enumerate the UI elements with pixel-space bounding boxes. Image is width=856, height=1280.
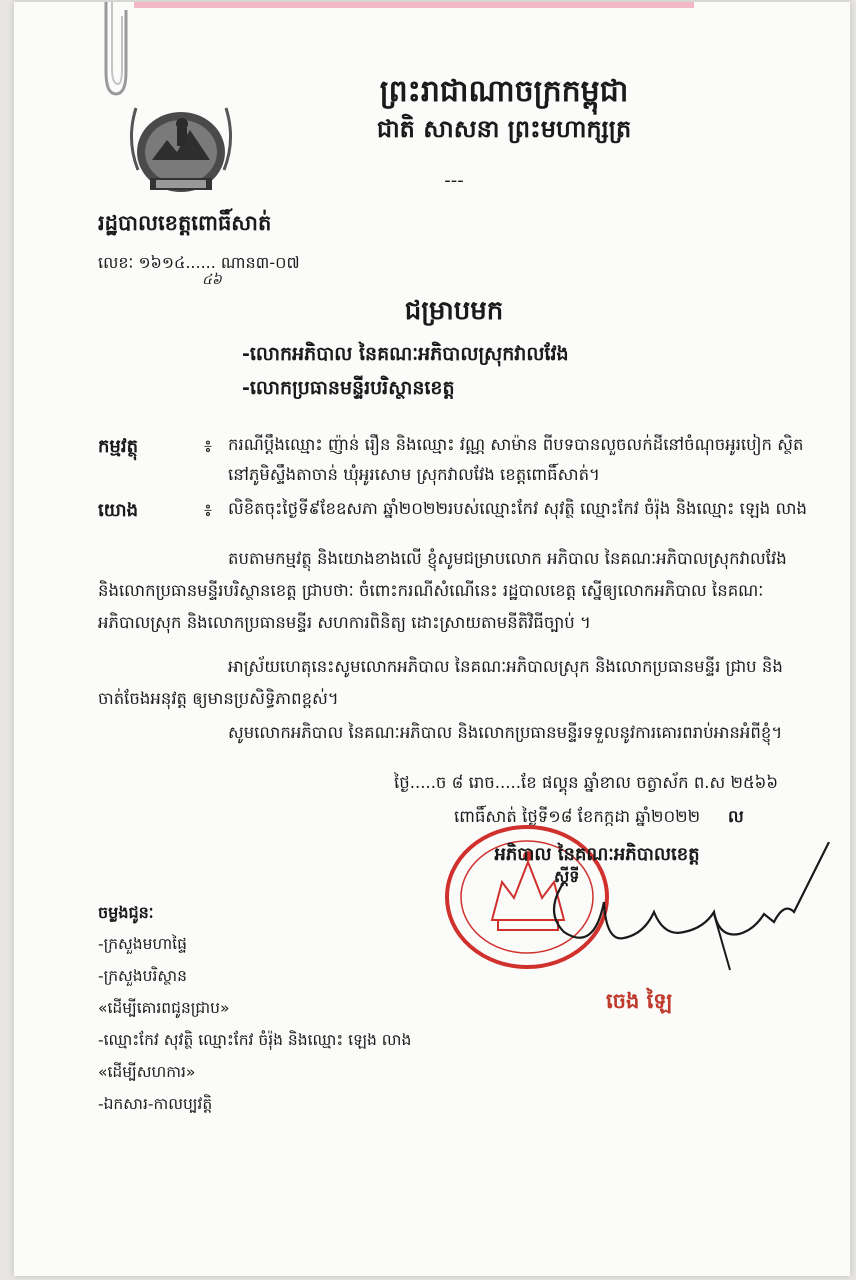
copy-item-5: «ដើម្បីសហការ»: [98, 1063, 196, 1081]
copy-item-4: -ឈ្មោះកែវ សុវត្ថិ ឈ្មោះកែវ ចំរ៉ុង និងឈ្មោះ ឡេង លាង: [98, 1031, 412, 1049]
copy-item-1: -ក្រសួងមហាផ្ទៃ: [98, 935, 187, 953]
reference-colon: ៖: [204, 500, 212, 521]
recipient-1: -លោកអភិបាល នៃគណៈអភិបាលស្រុកវាលវែង: [242, 343, 569, 365]
signatory-name: ចេង ឡៃ: [606, 989, 673, 1013]
sender-administration: រដ្ឋបាលខេត្តពោធិ៍សាត់: [98, 211, 272, 235]
subject-label: កម្មវត្ថុ: [98, 436, 138, 457]
notice-title: ជម្រាបមក: [404, 296, 504, 326]
body-para3: សូមលោកអភិបាល នៃគណៈអភិបាល និងលោកប្រធានមន្ទីរទទួលនូវការគោរពរាប់អានអំពីខ្ញុំ។: [228, 723, 783, 742]
signatory-title: អភិបាល នៃគណៈអភិបាលខេត្ត: [494, 844, 700, 865]
national-motto: ជាតិ សាសនា ព្រះមហាក្សត្រ: [376, 114, 632, 143]
date-initials: ល: [728, 807, 744, 826]
copy-item-2: -ក្រសួងបរិស្ថាន: [98, 967, 187, 985]
reference-note: ៤៦: [202, 272, 222, 288]
copies-title: ចម្លងជូនៈ: [98, 903, 154, 922]
signatory-subtitle: ស្ដីទី: [554, 867, 580, 886]
subject-line-1: ករណីប្ដឹងឈ្មោះ ញ៉ាន់ រឿន និងឈ្មោះ វណ្ណ សាម៉ាន ពីបទបានលួចលក់ដីនៅចំណុចអូរបៀក ស្ថិត: [228, 435, 804, 454]
lunar-date: ថ្ងៃ.....ច ៨ រោច.....ខែ ផល្គុន ឆ្នាំខាល ចត្វាស័ក ព.ស ២៥៦៦: [394, 773, 779, 792]
reference-number: លេខៈ ១៦១៤...... ណាន៣-០៧: [98, 253, 300, 272]
body-para1-line-1: តបតាមកម្មវត្ថុ និងយោងខាងលើ ខ្ញុំសូមជម្រាបលោក អភិបាល នៃគណៈអភិបាលស្រុកវាលវែង: [228, 549, 787, 568]
body-para1-line-2: និងលោកប្រធានមន្ទីរបរិស្ថានខេត្ត ជ្រាបថាៈ ចំពោះករណីសំណើនេះ រដ្ឋបាលខេត្ត ស្នើឲ្យលោកអភិបាល នៃគណៈ: [98, 581, 764, 600]
body-para2-line-1: អាស្រ័យហេតុនេះសូមលោកអភិបាល នៃគណៈអភិបាលស្រុក និងលោកប្រធានមន្ទីរ ជ្រាប និង: [228, 657, 783, 676]
subject-colon: ៖: [204, 436, 212, 457]
subject-line-2: នៅភូមិស្ទឹងតាចាន់ ឃុំអូរសោម ស្រុកវាលវែង ខេត្តពោធិ៍សាត់។: [228, 465, 600, 484]
paper-clip-icon: [92, 2, 132, 102]
page-edge-strip: [134, 2, 694, 8]
handwritten-signature-icon: [534, 842, 834, 982]
document-page: [14, 2, 850, 1276]
body-para2-line-2: ចាត់ចែងអនុវត្ត ឲ្យមានប្រសិទ្ធិភាពខ្ពស់។: [98, 689, 339, 708]
copy-item-6: -ឯកសារ-កាលប្បវត្តិ: [98, 1095, 213, 1113]
header-ornament: ---: [444, 170, 464, 191]
reference-label: យោង: [98, 500, 138, 521]
kingdom-title: ព្រះរាជាណាចក្រកម្ពុជា: [379, 74, 629, 109]
solar-date: ពោធិ៍សាត់ ថ្ងៃទី១៨ ខែកក្កដា ឆ្នាំ២០២២: [454, 807, 701, 826]
recipient-2: -លោកប្រធានមន្ទីរបរិស្ថានខេត្ត: [242, 377, 455, 399]
body-para1-line-3: អភិបាលស្រុក និងលោកប្រធានមន្ទីរ សហការពិនិត្យ ដោះស្រាយតាមនីតិវិធីច្បាប់ ។: [98, 613, 591, 632]
copy-item-3: «ដើម្បីគោរពជូនជ្រាប»: [98, 999, 230, 1017]
reference-line: លិខិតចុះថ្ងៃទី៩ខែឧសភា ឆ្នាំ២០២២របស់ឈ្មោះកែវ សុវត្ថិ ឈ្មោះកែវ ចំរ៉ុង និងឈ្មោះ ឡេង លាង: [228, 499, 807, 518]
